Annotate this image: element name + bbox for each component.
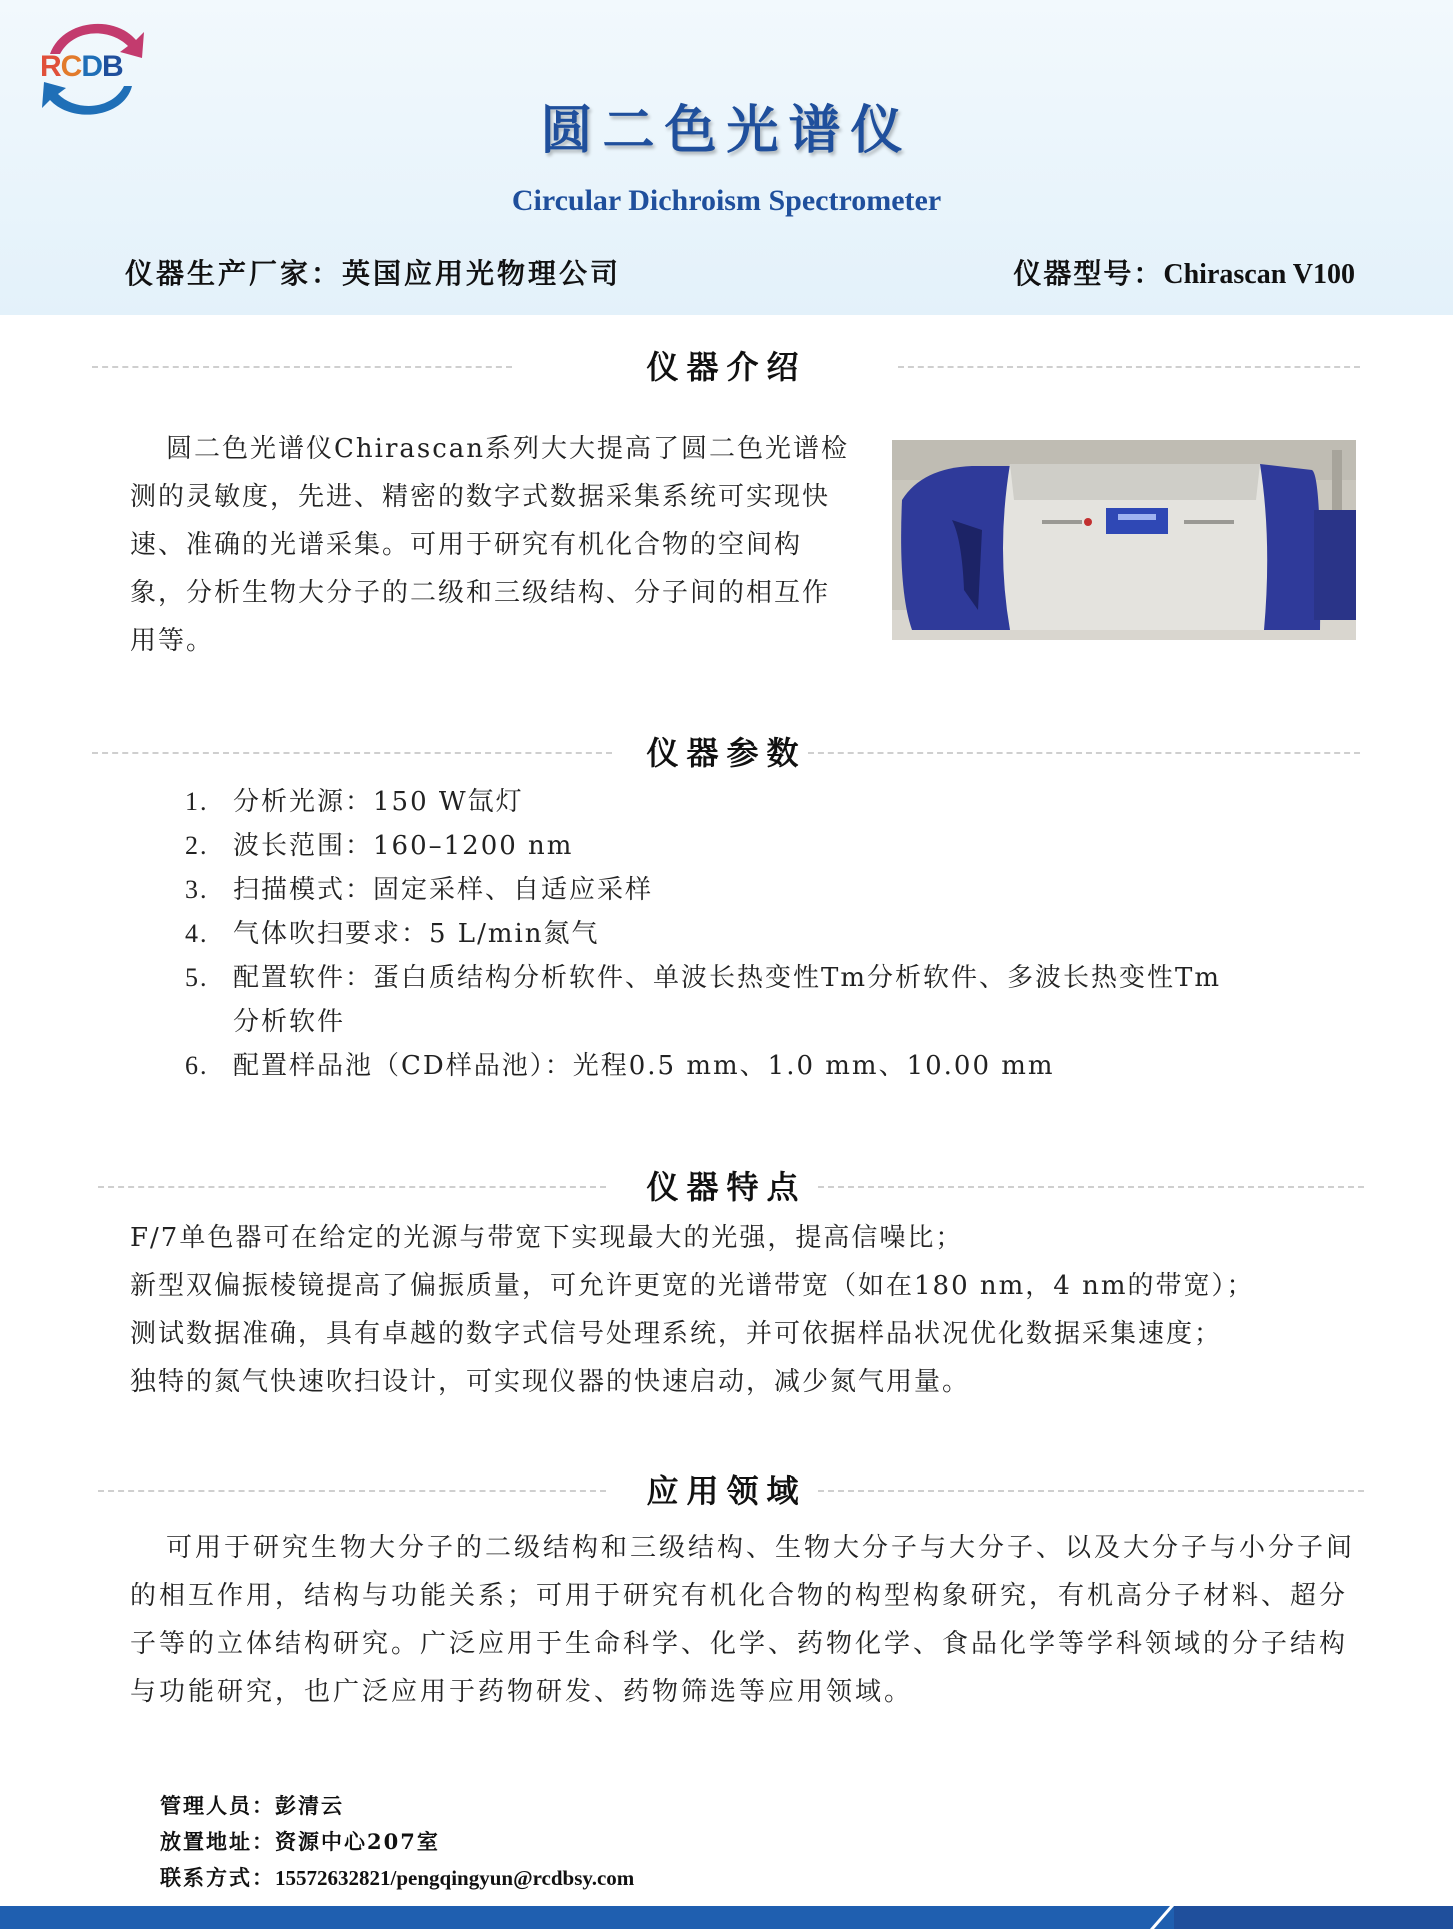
contact-info [160,1788,634,1896]
section-apps-header [0,1466,1453,1516]
location-row: 放置地址：资源中心207室 [160,1829,440,1854]
list-item: 5. 配置软件：蛋白质结构分析软件、单波长热变性Tm分析软件、多波长热变性Tm分析软件 [185,963,1221,1037]
instrument-photo [892,440,1356,640]
manufacturer-value: 英国应用光物理公司 [342,257,622,290]
feature-line: 测试数据准确，具有卓越的数字式信号处理系统，并可依据样品状况优化数据采集速度； [130,1319,1223,1349]
manufacturer-label: 仪器生产厂家： [125,257,343,290]
logo-text: RCDB [40,50,123,83]
phone-row: 联系方式：15572632821/pengqingyun@rcdbsy.com [160,1865,635,1890]
divider-line [818,1186,1364,1188]
list-item: 3. 扫描模式：固定采样、自适应采样 [185,875,654,905]
spectrometer-image [892,440,1356,640]
page-subtitle: Circular Dichroism Spectrometer [511,184,942,217]
page-title: 圆二色光谱仪 [540,100,913,161]
section-title: 应用领域 [646,1472,807,1510]
section-title: 仪器介绍 [646,348,807,386]
model-value: Chirascan V100 [1163,259,1355,290]
section-title: 仪器参数 [646,734,807,772]
feature-line: 新型双偏振棱镜提高了偏振质量，可允许更宽的光谱带宽（如在180 nm，4 nm的带宽）； [130,1271,1255,1301]
section-features-header [0,1162,1453,1212]
footer-bar [0,1906,1453,1929]
section-intro-header [0,342,1453,392]
footer-stripe [0,1906,1453,1929]
divider-line [818,1490,1364,1492]
header-banner [0,0,1453,315]
divider-line [808,752,1360,754]
applications-paragraph: 可用于研究生物大分子的二级结构和三级结构、生物大分子与大分子、以及大分子与小分子间的相互作用，结构与功能关系；可用于研究有机化合物的构型构象研究，有机高分子材料、超分子等的立体结构研究。广泛应用于生命科学、化学、药物化学、食品化学等学科领域的分子结构与功能研究，也广泛应用于药物研发、药物筛选等应用领域。 [130,1533,1356,1707]
list-item: 6. 配置样品池（CD样品池）：光程0.5 mm、1.0 mm、10.00 mm [185,1051,1055,1081]
instrument-model [1013,252,1355,292]
features-block [130,1214,1350,1406]
feature-line: 独特的氮气快速吹扫设计，可实现仪器的快速启动，减少氮气用量。 [130,1367,971,1397]
list-item: 2. 波长范围：160–1200 nm [185,831,574,861]
list-item: 1. 分析光源：150 W氙灯 [185,787,524,817]
manufacturer [125,252,621,292]
parameter-list [185,780,1235,1088]
section-title: 仪器特点 [646,1168,807,1206]
manager-row: 管理人员：彭清云 [160,1793,344,1818]
section-params-header [0,728,1453,778]
list-item: 4. 气体吹扫要求：5 L/min氮气 [185,919,600,949]
feature-line: F/7单色器可在给定的光源与带宽下实现最大的光强，提高信噪比； [130,1223,964,1253]
divider-line [898,366,1360,368]
intro-paragraph: 圆二色光谱仪Chirascan系列大大提高了圆二色光谱检测的灵敏度，先进、精密的数字式数据采集系统可实现快速、准确的光谱采集。可用于研究有机化合物的空间构象，分析生物大分子的二级和三级结构、分子间的相互作用等。 [130,434,850,656]
model-label: 仪器型号： [1013,257,1164,290]
